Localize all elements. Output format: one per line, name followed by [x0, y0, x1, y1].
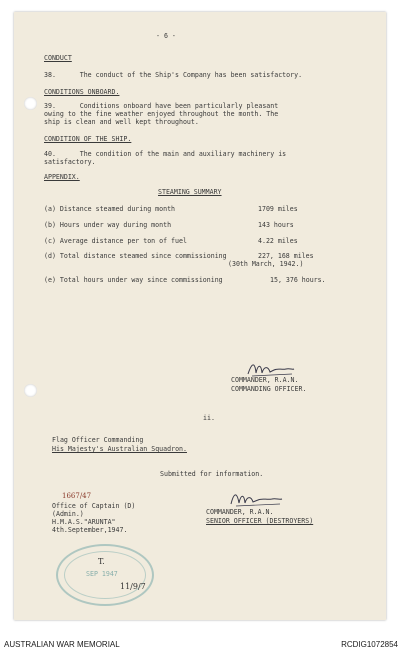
office-line-1: Office of Captain (D) [52, 502, 136, 510]
punch-hole [24, 97, 37, 110]
condition-ship-line-1: 40. The condition of the main and auxiliary machinery is [44, 150, 287, 158]
conduct-heading: CONDUCT [44, 54, 72, 62]
conditions-line-1: 39. Conditions onboard have been particularly pleasant [44, 102, 279, 110]
stamp-date: SEP 1947 [86, 570, 118, 578]
signature-title: COMMANDING OFFICER. [231, 385, 307, 393]
summary-row-label: (b) Hours under way during month [44, 221, 172, 229]
conduct-paragraph: 38. The conduct of the Ship's Company has been satisfactory. [44, 71, 303, 79]
page-number: - 6 - [156, 32, 176, 40]
summary-row-extra: (30th March, 1942.) [228, 260, 304, 268]
summary-row-value: 227, 168 miles [258, 252, 314, 260]
section-numeral: ii. [203, 414, 215, 422]
signature-mark [228, 490, 284, 508]
footer-archive-name: AUSTRALIAN WAR MEMORIAL [4, 640, 120, 649]
condition-ship-heading: CONDITION OF THE SHIP. [44, 135, 132, 143]
signature-rank: COMMANDER, R.A.N. [206, 508, 274, 516]
summary-row-label: (c) Average distance per ton of fuel [44, 237, 187, 245]
office-line-4: 4th.September,1947. [52, 526, 128, 534]
punch-hole [24, 384, 37, 397]
steaming-summary-title: STEAMING SUMMARY [158, 188, 222, 196]
summary-row-value: 15, 376 hours. [270, 276, 326, 284]
signature-rank: COMMANDER, R.A.N. [231, 376, 299, 384]
addressee-line-1: Flag Officer Commanding [52, 436, 144, 444]
condition-ship-line-2: satisfactory. [44, 158, 96, 166]
summary-row-value: 143 hours [258, 221, 294, 229]
summary-row-value: 1709 miles [258, 205, 298, 213]
addressee-line-2: His Majesty's Australian Squadron. [52, 445, 187, 453]
conditions-line-3: ship is clean and well kept throughout. [44, 118, 199, 126]
summary-row-label: (d) Total distance steamed since commissioning [44, 252, 227, 260]
handwritten-reference: 1667/47 [62, 492, 92, 500]
submitted-note: Submitted for information. [160, 470, 264, 478]
stamp-handwritten-initials: 11/9/7 [120, 582, 146, 591]
conditions-heading: CONDITIONS ONBOARD. [44, 88, 120, 96]
summary-row-value: 4.22 miles [258, 237, 298, 245]
summary-row-label: (a) Distance steamed during month [44, 205, 176, 213]
stamp-handwritten-mark: T. [98, 557, 105, 566]
summary-row-label: (e) Total hours under way since commissioning [44, 276, 223, 284]
signature-title: SENIOR OFFICER (DESTROYERS) [206, 517, 314, 525]
footer-record-id: RCDIG1072854 [341, 640, 398, 649]
conditions-line-2: owing to the fine weather enjoyed throughout the month. The [44, 110, 279, 118]
office-line-2: (Admin.) [52, 510, 84, 518]
office-line-3: H.M.A.S."ARUNTA" [52, 518, 116, 526]
appendix-heading: APPENDIX. [44, 173, 80, 181]
